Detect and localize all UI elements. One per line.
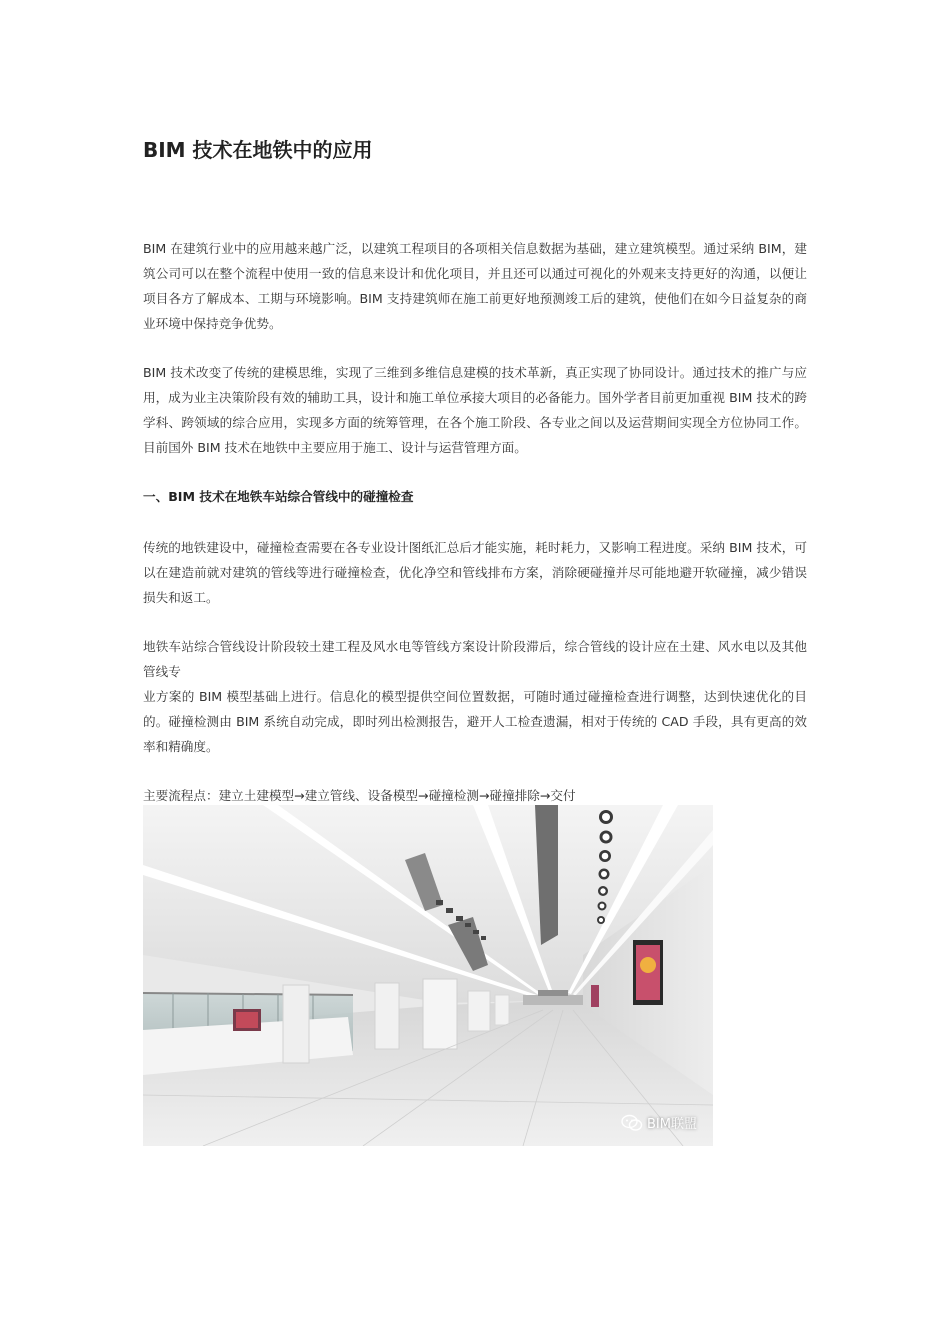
paragraph-bim-innovation: BIM 技术改变了传统的建模思维，实现了三维到多维信息建模的技术革新，真正实现了协同设计。通过技术的推广与应用，成为业主决策阶段有效的辅助工具，设计和施工单位承接大项目的必备能力。国外学者目前更加重视 BIM 技术的跨学科、跨领域的综合应用，实现多方面的统筹管理，在各个施工阶段、各专业之间以及运营期间实现全方位协同工作。目前国外 BIM 技术在地铁中主要应用于施工、设计与运营管理方面。 xyxy=(143,365,807,455)
paragraph-pipeline-design-cont: 业方案的 BIM 模型基础上进行。信息化的模型提供空间位置数据，可随时通过碰撞检查进行调整，达到快速优化的目的。碰撞检测由 BIM 系统自动完成，即时列出检测报告，避开人工检查遗漏，相对于传统的 CAD 手段，具有更高的效率和精确度。 xyxy=(143,689,807,754)
paragraph-collision-check: 传统的地铁建设中，碰撞检查需要在各专业设计图纸汇总后才能实施，耗时耗力，又影响工程进度。采纳 BIM 技术，可以在建造前就对建筑的管线等进行碰撞检查，优化净空和管线排布方案，消除硬碰撞并尽可能地避开软碰撞，减少错误损失和返工。 xyxy=(143,540,807,605)
paragraph-pipeline-design: 地铁车站综合管线设计阶段较土建工程及风水电等管线方案设计阶段滞后，综合管线的设计应在土建、风水电以及其他管线专 xyxy=(143,639,807,679)
section-heading: 一、BIM 技术在地铁车站综合管线中的碰撞检查 xyxy=(143,489,414,504)
subway-station-photo xyxy=(143,805,713,1146)
wechat-icon xyxy=(621,1114,643,1132)
article-title: BIM 技术在地铁中的应用 xyxy=(143,138,373,162)
paragraph-intro: BIM 在建筑行业中的应用越来越广泛，以建筑工程项目的各项相关信息数据为基础，建立建筑模型。通过采纳 BIM，建筑公司可以在整个流程中使用一致的信息来设计和优化项目，并且还可以通过可视化的外观来支持更好的沟通，以便让项目各方了解成本、工期与环境影响。BIM 支持建筑师在施工前更好地预测竣工后的建筑，使他们在如今日益复杂的商业环境中保持竞争优势。 xyxy=(143,241,807,331)
watermark-text: BIM联盟 xyxy=(647,1117,697,1132)
image-watermark xyxy=(621,1113,697,1132)
paragraph-process-steps: 主要流程点：建立土建模型→建立管线、设备模型→碰撞检测→碰撞排除→交付 xyxy=(143,788,576,803)
